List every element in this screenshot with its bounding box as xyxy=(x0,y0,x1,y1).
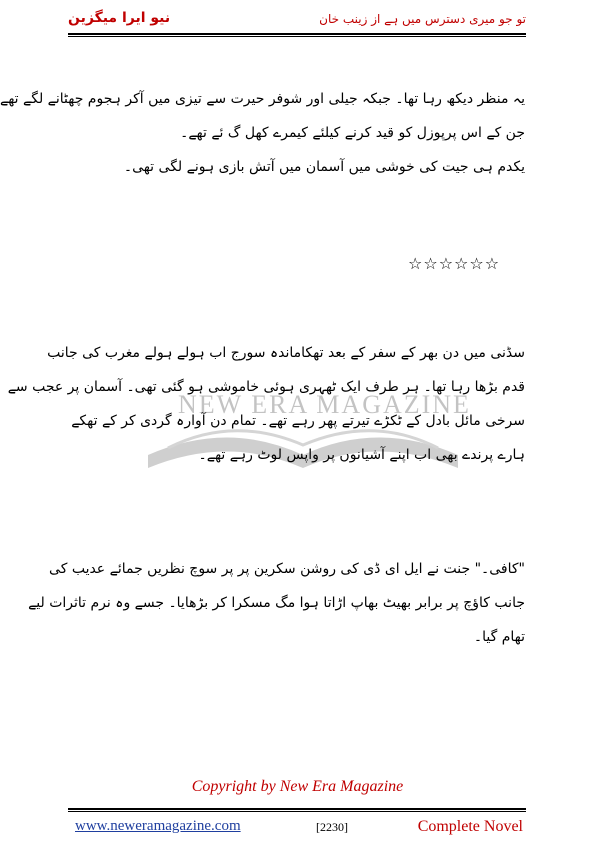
footer-divider-thin xyxy=(68,811,526,812)
text-line: یکدم ہی جیت کی خوشی میں آسمان میں آتش بازی ہونے لگی تھی۔ xyxy=(123,159,525,175)
footer-divider xyxy=(68,808,526,810)
text-line: یہ منظر دیکھ رہا تھا۔ جبکہ جیلی اور شوفر حیرت سے تیزی میں آکر ہجوم چھٹانے لگے تھے xyxy=(0,91,525,107)
category-label: Complete Novel xyxy=(417,818,523,835)
text-line: قدم بڑھا رہا تھا۔ ہر طرف ایک ٹھہری ہوئی خاموشی ہو گئی تھی۔ آسمان پر عجب سے xyxy=(7,379,525,395)
header-divider-thin xyxy=(68,36,526,37)
copyright-notice: Copyright by New Era Magazine xyxy=(191,778,404,795)
text-line: جانب کاؤچ پر برابر بھیٹ بھاپ اڑاتا ہوا مگ مسکرا کر بڑھایا۔ جسے وہ نرم تاثرات لیے xyxy=(28,595,525,611)
text-line: سڈنی میں دن بھر کے سفر کے بعد تھکاماندہ سورج اب ہولے ہولے مغرب کی جانب xyxy=(47,345,525,361)
page-header xyxy=(68,8,526,32)
paragraph-1 xyxy=(0,82,525,184)
text-line: سرخی مائل بادل کے ٹکڑے تیرتے پھر رہے تھے۔ تمام دن آوارہ گردی کر کے تھکے xyxy=(71,413,525,429)
website-link[interactable]: www.neweramagazine.com xyxy=(75,818,241,834)
header-divider xyxy=(68,33,526,35)
text-line: "کافی۔" جنت نے ایل ای ڈی کی روشن سکرین پر پر سوچ نظریں جمائے عدیب کی xyxy=(49,561,525,577)
page-number: [2230] xyxy=(316,820,348,834)
text-line: تھام گیا۔ xyxy=(473,629,525,645)
text-line: ہارے پرندے بھی اب اپنے آشیانوں پر واپس لوٹ رہے تھے۔ xyxy=(198,447,525,463)
text-line: جن کے اس پرپوزل کو قید کرنے کیلئے کیمرے کھل گ ئے تھے۔ xyxy=(180,125,525,141)
paragraph-2 xyxy=(7,336,525,472)
section-separator: ☆☆☆☆☆☆ xyxy=(408,254,501,273)
novel-title: تو جو میری دسترس میں ہے از زینب خان xyxy=(319,12,526,26)
watermark-text: NEW ERA MAGAZINE xyxy=(178,390,471,419)
magazine-name: نیو ایرا میگزین xyxy=(68,10,171,26)
paragraph-3 xyxy=(28,552,525,654)
